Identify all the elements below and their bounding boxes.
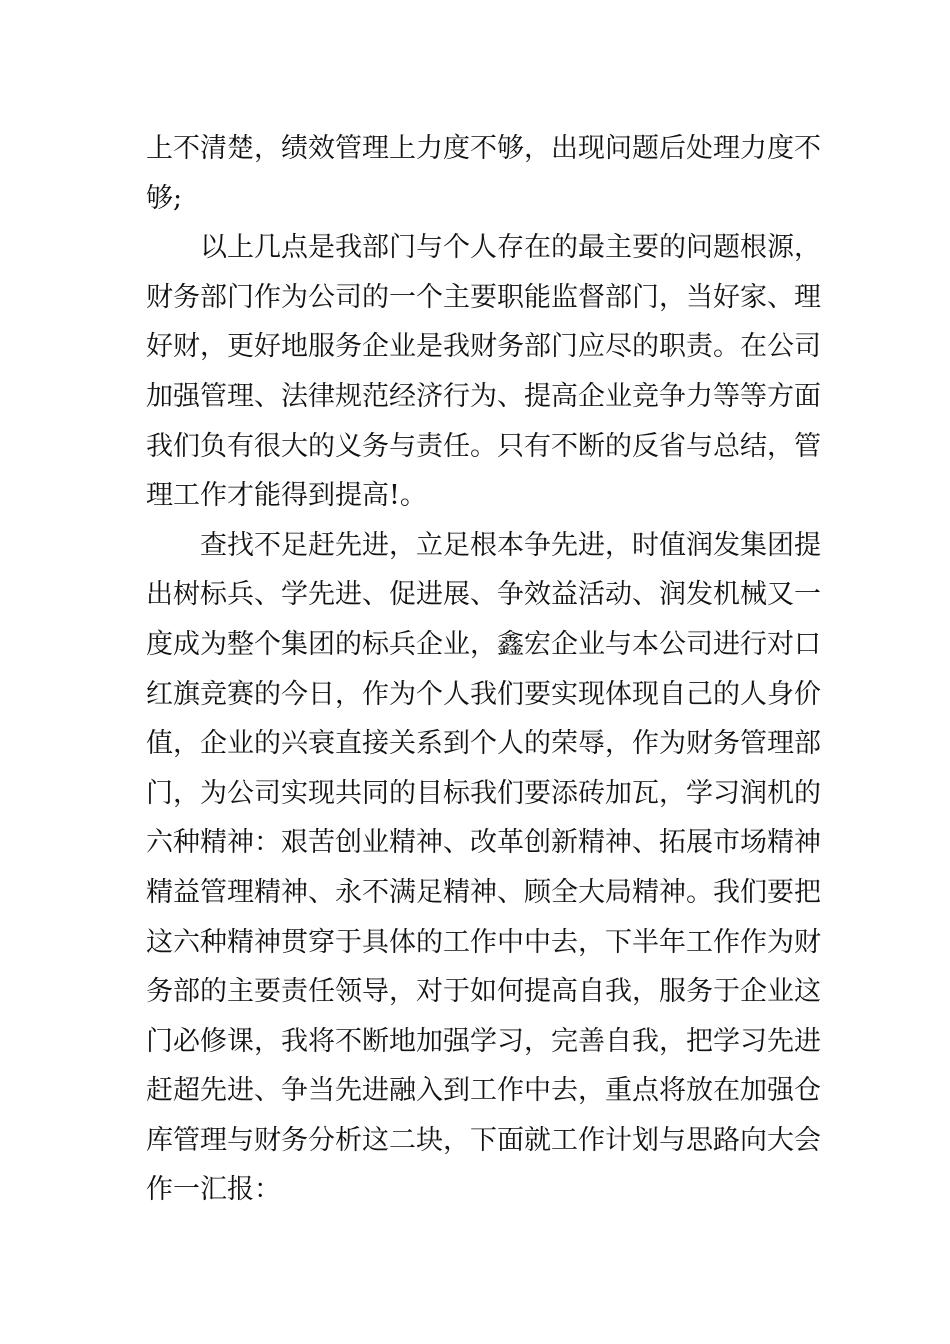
paragraph-first-line: 以上几点是我部门与个人存在的最主要的问题根源， — [200, 232, 821, 264]
text-line: 够; — [146, 182, 183, 214]
paragraph-first-line: 查找不足赶先进，立足根本争先进，时值润发集团提 — [200, 529, 821, 561]
text-line: 加强管理、法律规范经济行为、提高企业竞争力等等方面 — [146, 380, 821, 412]
text-line: 精益管理精神、永不满足精神、顾全大局精神。我们要把 — [146, 876, 821, 908]
text-line: 六种精神：艰苦创业精神、改革创新精神、拓展市场精神 — [146, 827, 821, 859]
text-line: 红旗竞赛的今日，作为个人我们要实现体现自己的人身价 — [146, 678, 821, 710]
text-line: 门必修课，我将不断地加强学习，完善自我，把学习先进 — [146, 1025, 821, 1057]
text-line: 门，为公司实现共同的目标我们要添砖加瓦，学习润机的 — [146, 777, 821, 809]
body-text — [146, 124, 821, 1215]
text-line: 财务部门作为公司的一个主要职能监督部门，当好家、理 — [146, 281, 821, 313]
text-line: 赶超先进、争当先进融入到工作中去，重点将放在加强仓 — [146, 1075, 821, 1107]
text-line: 务部的主要责任领导，对于如何提高自我，服务于企业这 — [146, 976, 821, 1008]
text-line: 这六种精神贯穿于具体的工作中中去，下半年工作作为财 — [146, 926, 821, 958]
text-line: 度成为整个集团的标兵企业，鑫宏企业与本公司进行对口 — [146, 628, 821, 660]
text-line: 我们负有很大的义务与责任。只有不断的反省与总结，管 — [146, 430, 821, 462]
text-line: 作一汇报： — [146, 1174, 281, 1206]
text-line: 理工作才能得到提高!。 — [146, 480, 427, 512]
text-line: 上不清楚，绩效管理上力度不够，出现问题后处理力度不 — [146, 133, 821, 164]
text-line: 出树标兵、学先进、促进展、争效益活动、润发机械又一 — [146, 579, 821, 611]
text-line: 值，企业的兴衰直接关系到个人的荣辱，作为财务管理部 — [146, 728, 821, 760]
text-line: 库管理与财务分析这二块，下面就工作计划与思路向大会 — [146, 1124, 821, 1156]
text-line: 好财，更好地服务企业是我财务部门应尽的职责。在公司 — [146, 331, 821, 363]
